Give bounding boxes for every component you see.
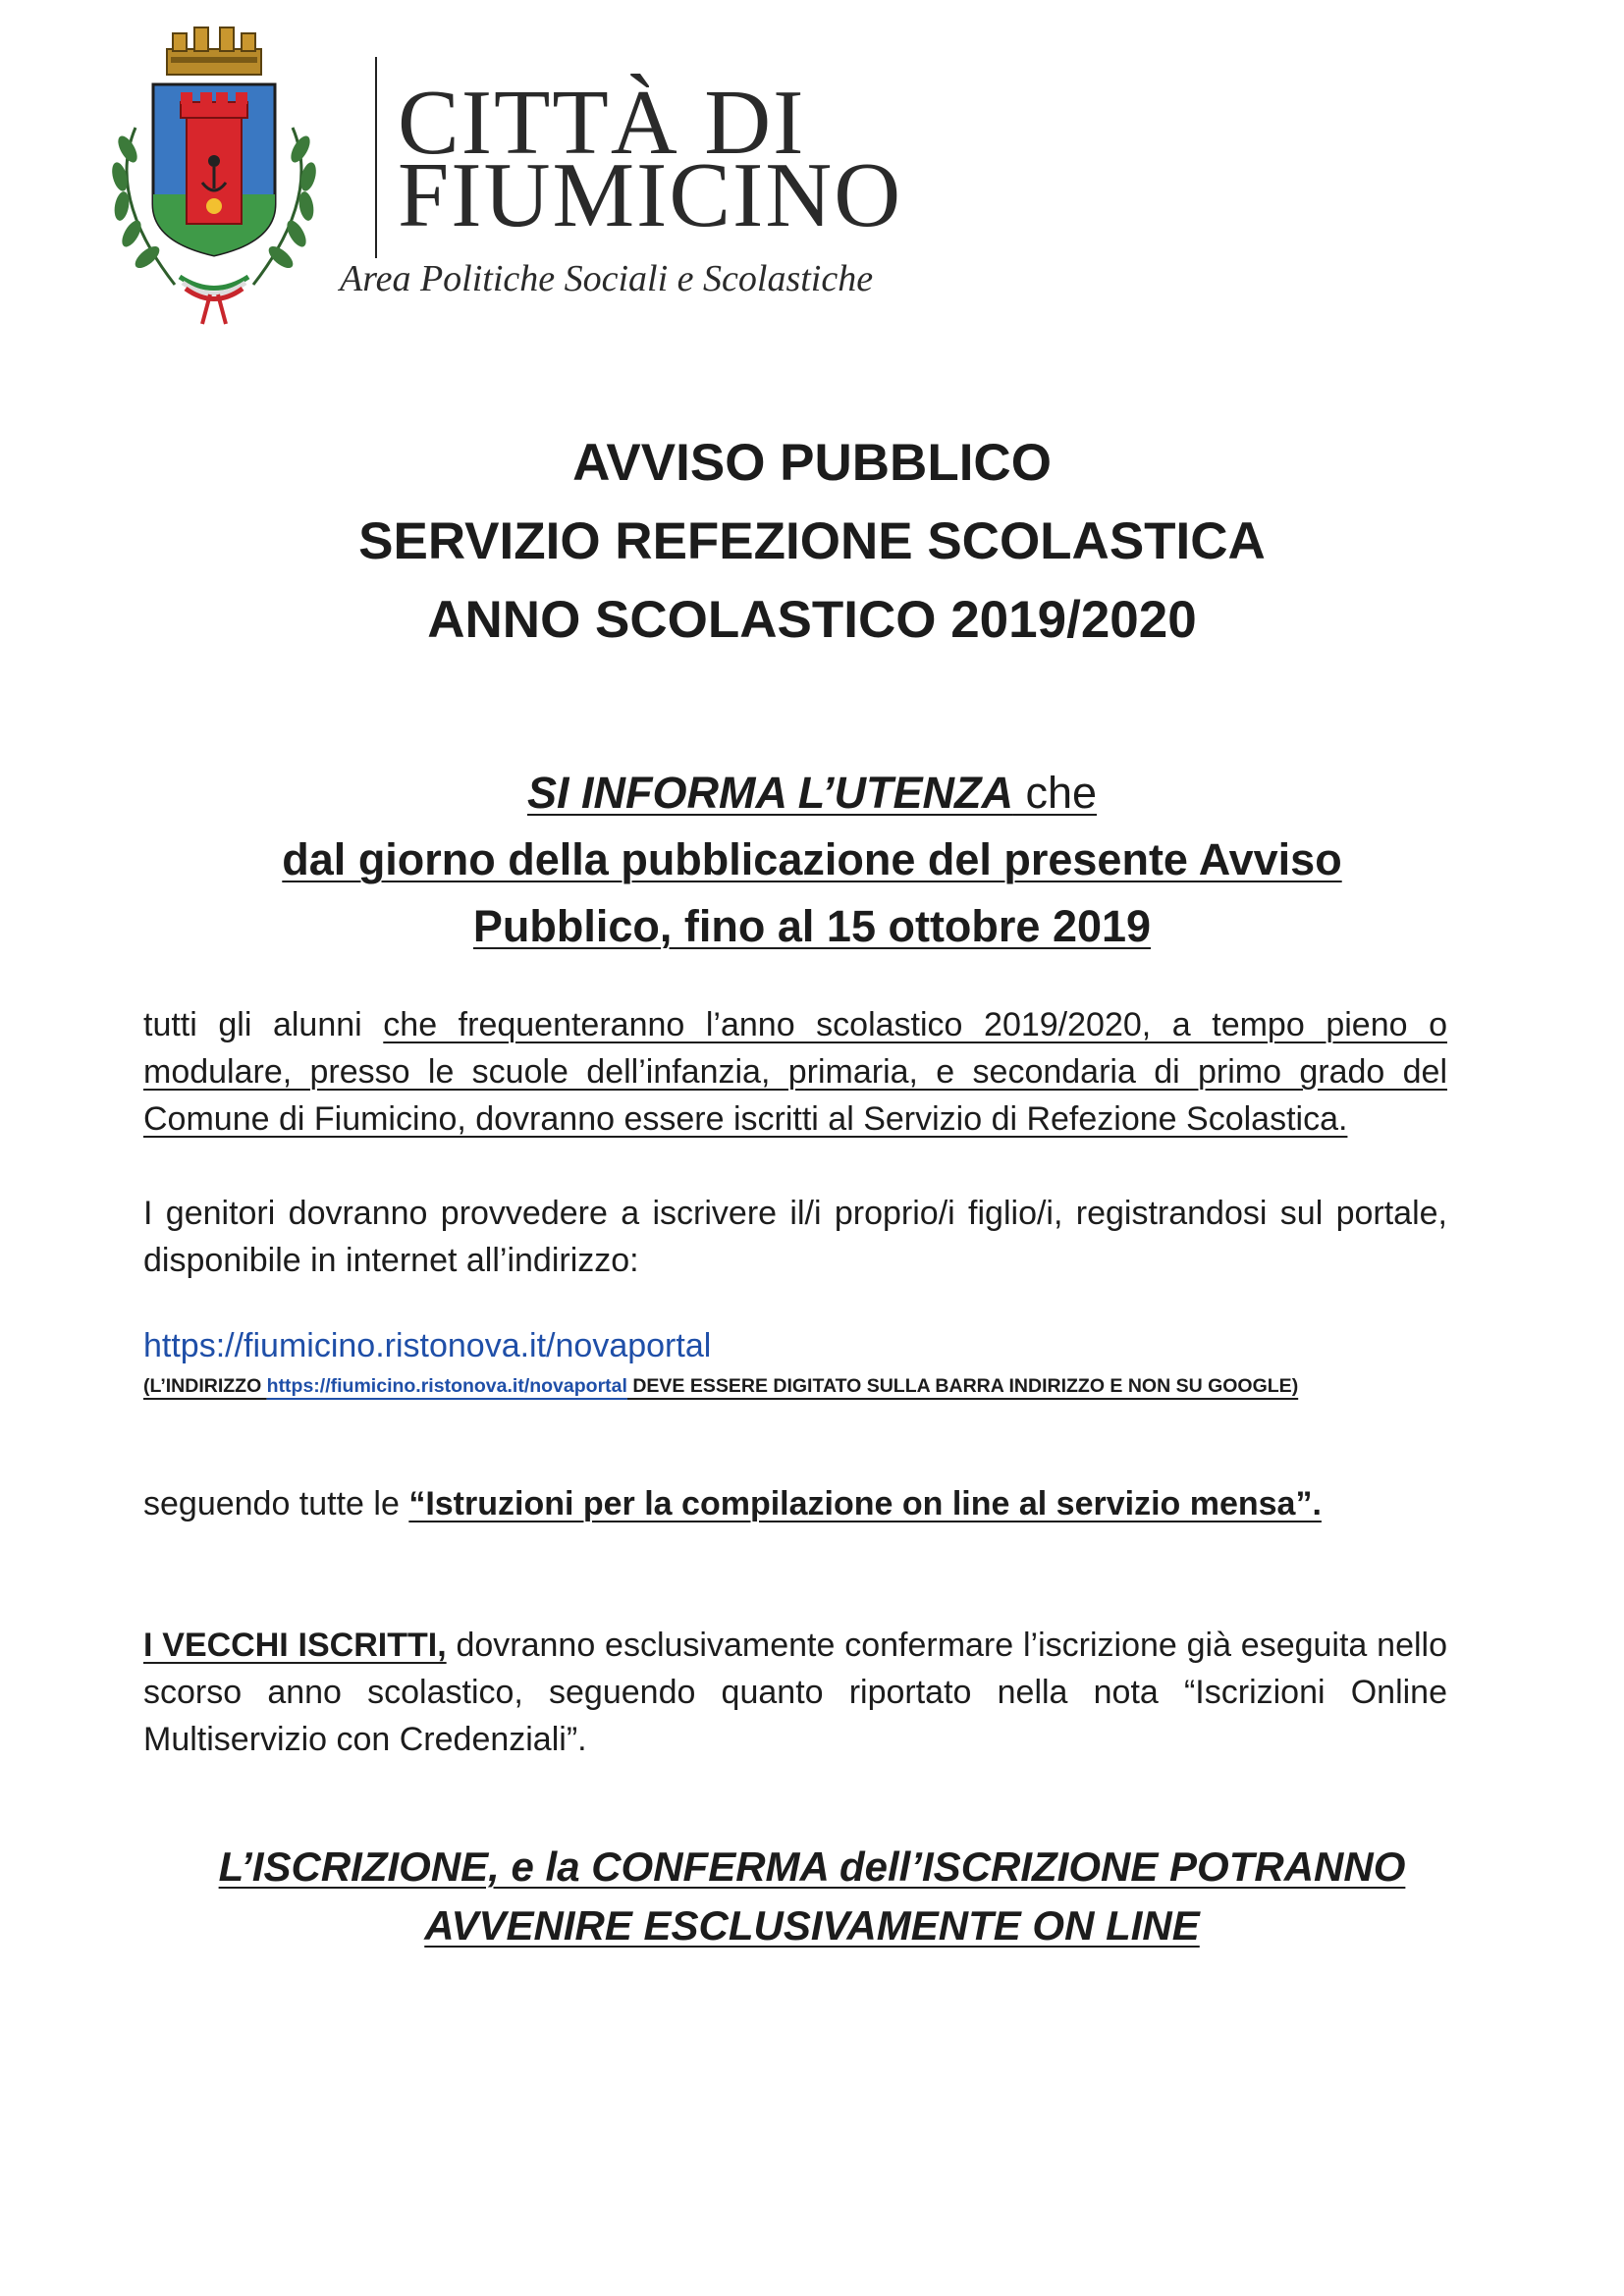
portal-link[interactable]: https://fiumicino.ristonova.it/novaportal xyxy=(143,1327,712,1364)
closing-line1-text: L’ISCRIZIONE, e la CONFERMA dell’ISCRIZIONE POTRANNO xyxy=(218,1843,1406,1890)
closing-line1 xyxy=(0,1838,1624,1896)
notice-line1 xyxy=(0,766,1624,821)
paragraph-pupils xyxy=(143,1001,1447,1143)
city-coat-of-arms xyxy=(77,20,352,329)
shield-icon xyxy=(153,84,275,255)
p1-underlined: che frequenteranno l’anno scolastico 2019/2020, a tempo pieno o modulare, presso le scuole dell’infanzia, primaria, e secondaria di primo grado del Comune di Fiumicino, dovranno essere iscritti al Servizio di Refezione Scolastica. xyxy=(143,1006,1447,1138)
closing-line2 xyxy=(0,1896,1624,1955)
title-line3: ANNO SCOLASTICO 2019/2020 xyxy=(427,591,1197,649)
p4-label: I VECCHI ISCRITTI, xyxy=(143,1627,447,1664)
p4-text: dovranno esclusivamente confermare l’iscrizione già eseguita nello scorso anno scolastico, seguendo quanto riportato nella nota “Iscrizioni Online Multiservizio con Credenziali”. xyxy=(143,1627,1447,1758)
title-line2: SERVIZIO REFEZIONE SCOLASTICA xyxy=(358,512,1266,570)
url-note-link[interactable]: https://fiumicino.ristonova.it/novaportal xyxy=(266,1375,627,1397)
department-name: Area Politiche Sociali e Scolastiche xyxy=(340,258,874,299)
notice-line3 xyxy=(0,899,1624,954)
url-note-a: (L’INDIRIZZO xyxy=(143,1375,267,1397)
notice-lead-rest: che xyxy=(1012,768,1098,818)
paragraph-old-subscribers xyxy=(143,1622,1447,1763)
city-name-line1: CITTÀ DI xyxy=(398,72,806,174)
header-divider xyxy=(375,57,377,258)
p1-intro: tutti gli alunni xyxy=(143,1006,384,1043)
notice-line2-text: dal giorno della pubblicazione del presente Avviso xyxy=(282,834,1342,884)
paragraph-instructions xyxy=(143,1480,1447,1527)
url-note xyxy=(143,1375,1298,1398)
title-line1: AVVISO PUBBLICO xyxy=(572,434,1052,492)
city-name-line2: FIUMICINO xyxy=(398,144,903,246)
closing-line2-text: AVVENIRE ESCLUSIVAMENTE ON LINE xyxy=(424,1902,1200,1949)
notice-lead: SI INFORMA L’UTENZA xyxy=(526,768,1013,818)
p3-intro: seguendo tutte le xyxy=(143,1485,409,1522)
notice-line2 xyxy=(0,832,1624,887)
paragraph-parents: I genitori dovranno provvedere a iscrivere il/i proprio/i figlio/i, registrandosi sul portale, disponibile in internet all’indirizzo: xyxy=(143,1195,1447,1279)
p3-instructions-title: “Istruzioni per la compilazione on line al servizio mensa”. xyxy=(408,1485,1322,1522)
crown-icon xyxy=(167,27,261,75)
notice-line3-text: Pubblico, fino al 15 ottobre 2019 xyxy=(472,901,1152,951)
ribbon-icon xyxy=(180,277,248,324)
url-note-b: DEVE ESSERE DIGITATO SULLA BARRA INDIRIZZO E NON SU GOOGLE) xyxy=(626,1375,1299,1397)
